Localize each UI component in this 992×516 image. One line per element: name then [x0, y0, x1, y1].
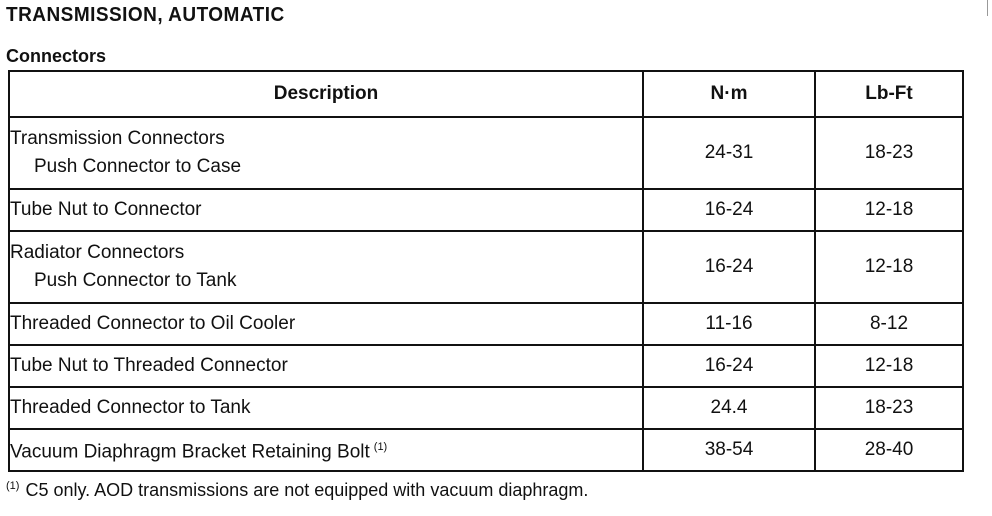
item-label: Vacuum Diaphragm Bracket Retaining Bolt: [10, 441, 370, 463]
row-description: Threaded Connector to Tank: [9, 387, 643, 429]
table-row: [9, 189, 963, 231]
row-nm: 16-24: [643, 345, 815, 387]
table-row: [9, 387, 963, 429]
item-label: Push Connector to Case: [34, 156, 242, 177]
table-row: [9, 117, 963, 189]
section-title: Connectors: [6, 46, 107, 66]
row-lbft: 18-23: [815, 387, 963, 429]
row-lbft: 12-18: [815, 189, 963, 231]
footnote: [6, 480, 588, 501]
table-row: [9, 303, 963, 345]
row-description: Tube Nut to Threaded Connector: [9, 345, 643, 387]
torque-spec-table: [8, 70, 964, 472]
row-lbft: 12-18: [815, 345, 963, 387]
row-nm: 24-31: [643, 117, 815, 189]
column-header-lbft: Lb-Ft: [815, 71, 963, 117]
row-nm: 16-24: [643, 189, 815, 231]
table-row: [9, 345, 963, 387]
row-nm: 24.4: [643, 387, 815, 429]
column-header-nm: N·m: [643, 71, 815, 117]
row-nm: 16-24: [643, 231, 815, 303]
table-row: [9, 231, 963, 303]
table-header-row: [9, 71, 963, 117]
column-header-description: Description: [9, 71, 643, 117]
footnote-marker: (1): [6, 480, 20, 492]
row-description: [9, 429, 643, 471]
group-label: Radiator Connectors: [10, 242, 185, 263]
page-title: TRANSMISSION, AUTOMATIC: [6, 4, 285, 26]
table-row: [9, 429, 963, 471]
footnote-text: C5 only. AOD transmissions are not equipped with vacuum diaphragm.: [25, 480, 589, 500]
row-description: [9, 231, 643, 303]
footnote-ref: (1): [373, 441, 388, 454]
row-lbft: 12-18: [815, 231, 963, 303]
row-nm: 38-54: [643, 429, 815, 471]
row-lbft: 8-12: [815, 303, 963, 345]
row-description: Tube Nut to Connector: [9, 189, 643, 231]
row-nm: 11-16: [643, 303, 815, 345]
row-lbft: 28-40: [815, 429, 963, 471]
row-description: [9, 117, 643, 189]
item-label: Push Connector to Tank: [34, 270, 237, 291]
page-edge-mark: [987, 0, 992, 16]
row-description: Threaded Connector to Oil Cooler: [9, 303, 643, 345]
row-lbft: 18-23: [815, 117, 963, 189]
group-label: Transmission Connectors: [10, 128, 225, 149]
